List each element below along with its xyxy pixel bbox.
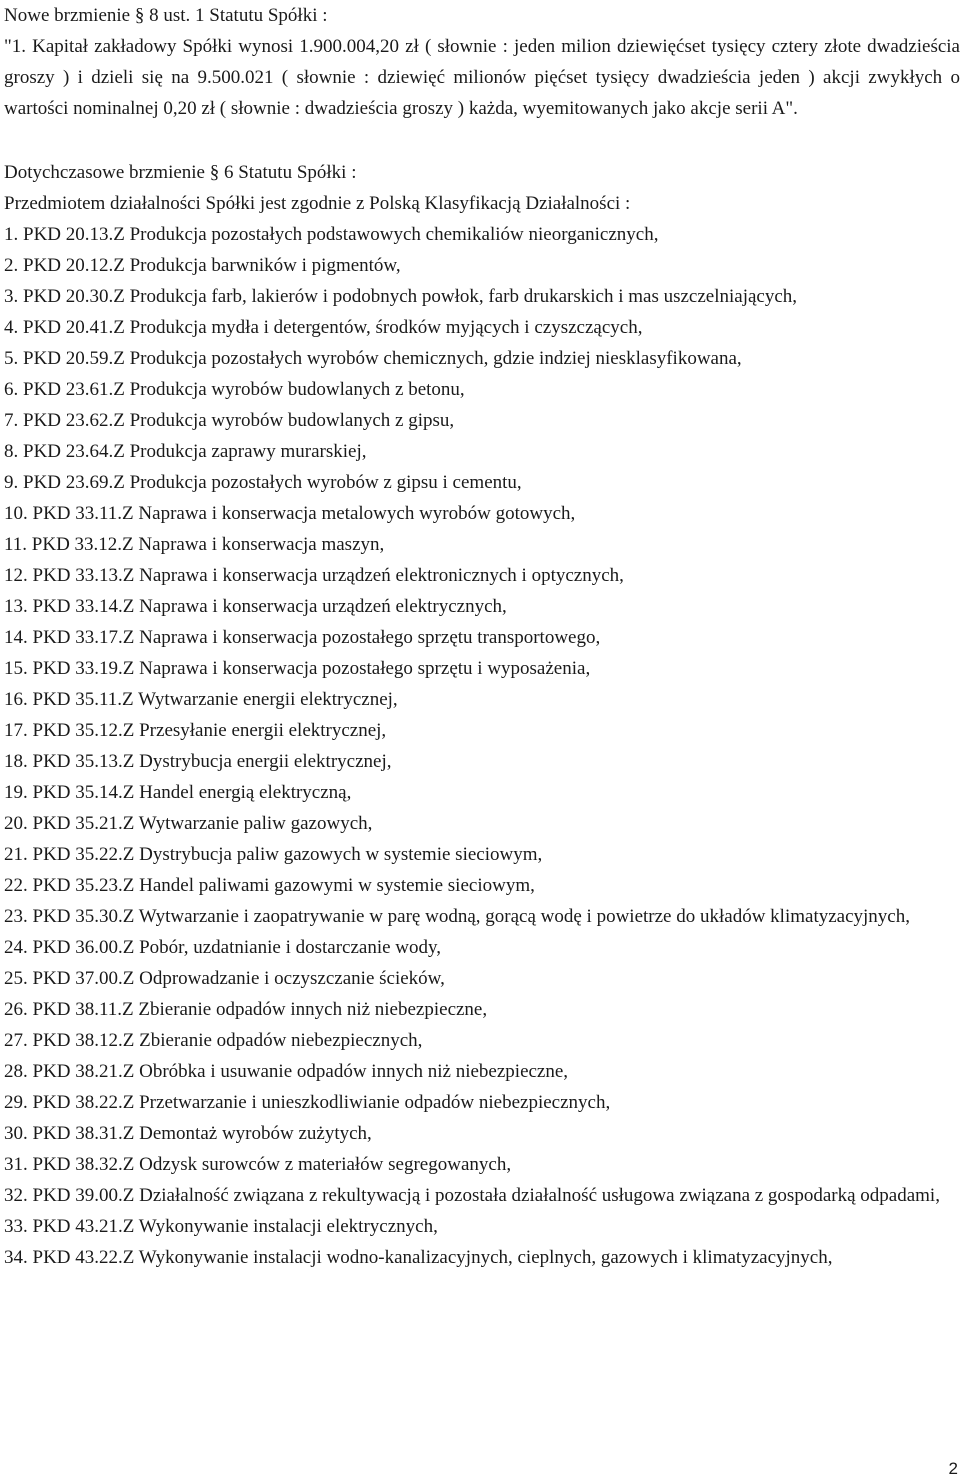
list-item: 26. PKD 38.11.Z Zbieranie odpadów innych niż niebezpieczne, [4,999,488,1020]
list-item: 17. PKD 35.12.Z Przesyłanie energii elektrycznej, [4,720,387,741]
list-item: 33. PKD 43.21.Z Wykonywanie instalacji elektrycznych, [4,1216,438,1237]
pkd-activity-list [4,219,960,1273]
list-item: 19. PKD 35.14.Z Handel energią elektryczną, [4,782,352,803]
list-item: 12. PKD 33.13.Z Naprawa i konserwacja urządzeń elektronicznych i optycznych, [4,565,624,586]
previous-wording-heading: Dotychczasowe brzmienie § 6 Statutu Spółki : [4,162,357,183]
list-item: 34. PKD 43.22.Z Wykonywanie instalacji wodno-kanalizacyjnych, cieplnych, gazowych i klimatyzacyjnych, [4,1247,833,1268]
list-item: 7. PKD 23.62.Z Produkcja wyrobów budowlanych z gipsu, [4,410,455,431]
list-item: 8. PKD 23.64.Z Produkcja zaprawy murarskiej, [4,441,367,462]
new-wording-heading: Nowe brzmienie § 8 ust. 1 Statutu Spółki : [4,5,328,26]
list-item: 30. PKD 38.31.Z Demontaż wyrobów zużytych, [4,1123,372,1144]
list-item: 15. PKD 33.19.Z Naprawa i konserwacja pozostałego sprzętu i wyposażenia, [4,658,591,679]
list-item: 22. PKD 35.23.Z Handel paliwami gazowymi w systemie sieciowym, [4,875,535,896]
list-item: 4. PKD 20.41.Z Produkcja mydła i detergentów, środków myjących i czyszczących, [4,317,643,338]
list-item: 21. PKD 35.22.Z Dystrybucja paliw gazowych w systemie sieciowym, [4,844,543,865]
list-item: 6. PKD 23.61.Z Produkcja wyrobów budowlanych z betonu, [4,379,465,400]
section-gap [4,124,960,157]
previous-wording-intro: Przedmiotem działalności Spółki jest zgodnie z Polską Klasyfikacją Działalności : [4,193,631,214]
list-item: 5. PKD 20.59.Z Produkcja pozostałych wyrobów chemicznych, gdzie indziej niesklasyfikowana, [4,348,742,369]
list-item: 32. PKD 39.00.Z Działalność związana z rekultywacją i pozostała działalność usługowa związana z gospodarką odpadami, [4,1185,940,1206]
list-item: 27. PKD 38.12.Z Zbieranie odpadów niebezpiecznych, [4,1030,423,1051]
list-item: 9. PKD 23.69.Z Produkcja pozostałych wyrobów z gipsu i cementu, [4,472,522,493]
list-item: 1. PKD 20.13.Z Produkcja pozostałych podstawowych chemikaliów nieorganicznych, [4,224,659,245]
list-item: 13. PKD 33.14.Z Naprawa i konserwacja urządzeń elektrycznych, [4,596,507,617]
page-number: 2 [948,1459,958,1478]
document-page [4,0,960,1273]
list-item: 25. PKD 37.00.Z Odprowadzanie i oczyszczanie ścieków, [4,968,445,989]
list-item: 2. PKD 20.12.Z Produkcja barwników i pigmentów, [4,255,401,276]
list-item: 20. PKD 35.21.Z Wytwarzanie paliw gazowych, [4,813,373,834]
list-item: 14. PKD 33.17.Z Naprawa i konserwacja pozostałego sprzętu transportowego, [4,627,601,648]
list-item: 16. PKD 35.11.Z Wytwarzanie energii elektrycznej, [4,689,398,710]
list-item: 3. PKD 20.30.Z Produkcja farb, lakierów i podobnych powłok, farb drukarskich i mas uszczelniających, [4,286,798,307]
list-item: 11. PKD 33.12.Z Naprawa i konserwacja maszyn, [4,534,385,555]
list-item: 29. PKD 38.22.Z Przetwarzanie i unieszkodliwianie odpadów niebezpiecznych, [4,1092,611,1113]
new-wording-text: "1. Kapitał zakładowy Spółki wynosi 1.900.004,20 zł ( słownie : jeden milion dziewięćset tysięcy cztery złote dwadzieścia groszy ) i dzieli się na 9.500.021 ( słownie : dziewięć milionów pięćset tysięcy dwadzieścia jeden ) akcji zwykłych o wartości nominalnej 0,20 zł ( słownie : dwadzieścia groszy ) każda, wyemitowanych jako akcje serii A". [4,36,960,119]
list-item: 23. PKD 35.30.Z Wytwarzanie i zaopatrywanie w parę wodną, gorącą wodę i powietrze do układów klimatyzacyjnych, [4,906,910,927]
list-item: 28. PKD 38.21.Z Obróbka i usuwanie odpadów innych niż niebezpieczne, [4,1061,569,1082]
list-item: 18. PKD 35.13.Z Dystrybucja energii elektrycznej, [4,751,392,772]
list-item: 31. PKD 38.32.Z Odzysk surowców z materiałów segregowanych, [4,1154,512,1175]
list-item: 10. PKD 33.11.Z Naprawa i konserwacja metalowych wyrobów gotowych, [4,503,576,524]
list-item: 24. PKD 36.00.Z Pobór, uzdatnianie i dostarczanie wody, [4,937,442,958]
